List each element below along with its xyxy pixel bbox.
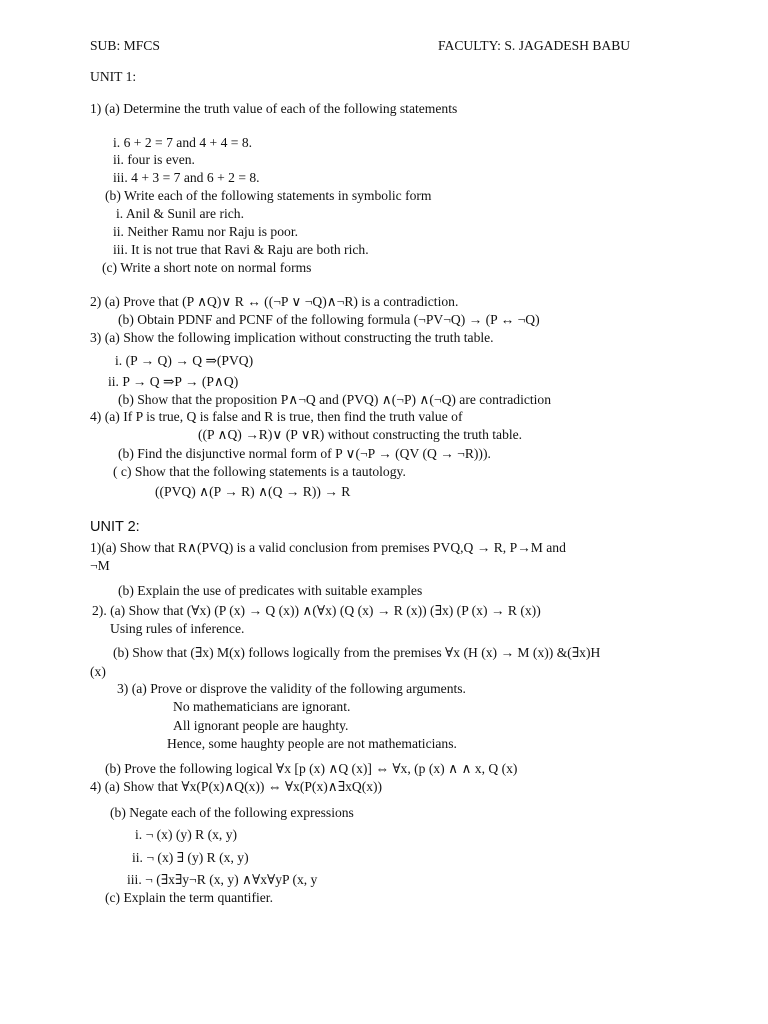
question-line: iii. 4 + 3 = 7 and 6 + 2 = 8. [113,170,260,185]
question-line: (b) Prove the following logical ∀x [p (x) ∧Q (x)] ⇔ ∀x, (p (x) ∧ ∧ x, Q (x) [105,761,518,776]
question-line: i. 6 + 2 = 7 and 4 + 4 = 8. [113,135,253,150]
question-line: (b) Negate each of the following expressions [110,805,354,820]
question-line: i. ¬ (x) (y) R (x, y) [135,827,238,842]
question-line: 1)(a) Show that R∧(PVQ) is a valid conclusion from premises PVQ,Q → R, P→M and [90,540,566,555]
subject-label: SUB: MFCS [90,38,160,53]
question-line: ii. Neither Ramu nor Raju is poor. [113,224,299,239]
question-line: (b) Write each of the following statements in symbolic form [105,188,432,203]
question-line: ii. four is even. [113,152,195,167]
question-line: ¬M [90,558,110,573]
question-line: (b) Show that the proposition P∧¬Q and (PVQ) ∧(¬P) ∧(¬Q) are contradiction [118,392,552,407]
question-line: (x) [90,664,106,679]
question-line: Hence, some haughty people are not mathematicians. [167,736,457,751]
question-line: Using rules of inference. [110,621,245,636]
question-line: 3) (a) Prove or disprove the validity of the following arguments. [117,681,466,696]
question-line: iii. It is not true that Ravi & Raju are both rich. [113,242,369,257]
question-line: i. Anil & Sunil are rich. [116,206,244,221]
question-line: 3) (a) Show the following implication without constructing the truth table. [90,330,494,345]
question-line: 2) (a) Prove that (P ∧Q)∨ R ↔ ((¬P ∨ ¬Q)∧¬R) is a contradiction. [90,294,459,309]
question-line: iii. ¬ (∃x∃y¬R (x, y) ∧∀x∀yP (x, y [127,872,318,887]
question-line: (b) Find the disjunctive normal form of P ∨(¬P → (QV (Q → ¬R))). [118,446,491,461]
question-line: 2). (a) Show that (∀x) (P (x) → Q (x)) ∧(∀x) (Q (x) → R (x)) (∃x) (P (x) → R (x)) [92,603,541,618]
faculty-label: FACULTY: S. JAGADESH BABU [438,38,631,53]
question-line: 4) (a) If P is true, Q is false and R is true, then find the truth value of [90,409,463,424]
question-line: ((PVQ) ∧(P → R) ∧(Q → R)) → R [155,484,351,499]
question-line: ((P ∧Q) →R)∨ (P ∨R) without constructing the truth table. [198,427,523,442]
question-line: All ignorant people are haughty. [173,718,349,733]
question-line: 4) (a) Show that ∀x(P(x)∧Q(x)) ⇔ ∀x(P(x)∧∃xQ(x)) [90,779,383,794]
question-line: ( c) Show that the following statements is a tautology. [113,464,406,479]
question-line: ii. ¬ (x) ∃ (y) R (x, y) [132,850,249,865]
question-line: i. (P → Q) → Q ⇒(PVQ) [115,353,254,368]
question-line: ii. P → Q ⇒P → (P∧Q) [108,374,239,389]
unit1-title: UNIT 1: [90,69,137,84]
question-line: No mathematicians are ignorant. [173,699,351,714]
question-line: (b) Explain the use of predicates with suitable examples [118,583,423,598]
question-line: (b) Show that (∃x) M(x) follows logically from the premises ∀x (H (x) → M (x)) &(∃x)H [113,645,601,660]
question-line: (b) Obtain PDNF and PCNF of the following formula (¬PV¬Q) → (P ↔ ¬Q) [118,312,540,327]
unit2-title: UNIT 2: [90,519,140,535]
question-line: 1) (a) Determine the truth value of each of the following statements [90,101,458,116]
question-line: (c) Explain the term quantifier. [105,890,273,905]
question-line: (c) Write a short note on normal forms [102,260,312,275]
